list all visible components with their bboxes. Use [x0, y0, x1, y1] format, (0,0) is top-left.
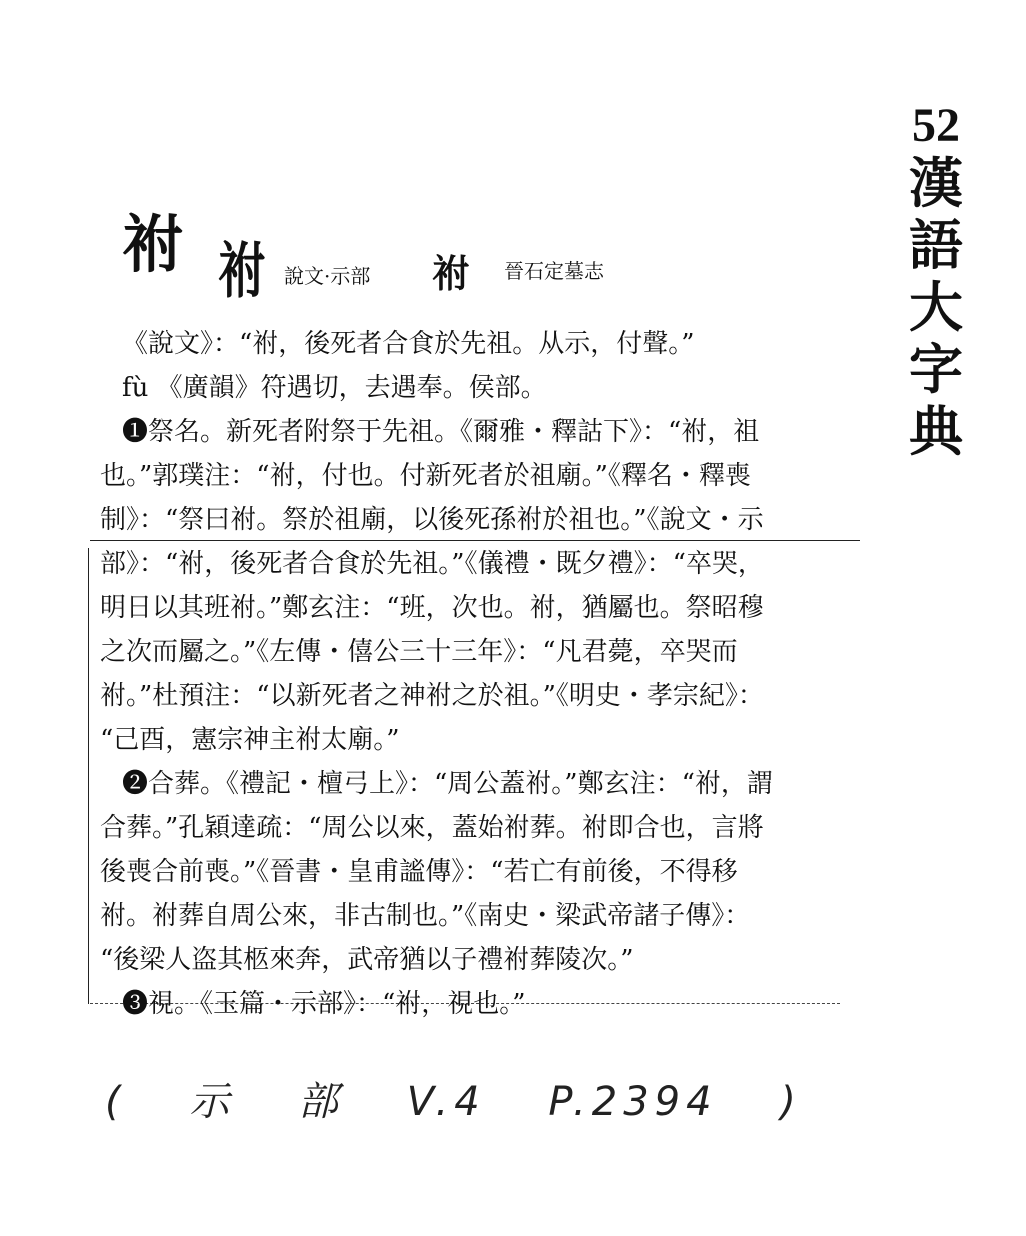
title-char: 漢	[909, 151, 963, 215]
text-line: 也。”郭璞注：“祔，付也。付新死者於祖廟。”《釋名・釋喪	[100, 461, 751, 491]
text-line: ❸視。《玉篇・示部》：“祔，視也。”	[122, 989, 526, 1019]
title-char: 字	[909, 337, 963, 401]
text-line: 後喪合前喪。”《晉書・皇甫謐傳》：“若亡有前後，不得移	[100, 857, 738, 887]
dictionary-title-vertical	[905, 100, 967, 462]
text-line: 祔。”杜預注：“以新死者之神祔之於祖。”《明史・孝宗紀》：	[100, 681, 764, 711]
note-bu: 部	[298, 1079, 345, 1125]
text-line: ❷合葬。《禮記・檀弓上》：“周公蓋祔。”鄭玄注：“祔，謂	[122, 769, 773, 799]
handwritten-note	[105, 1070, 846, 1127]
text-line: “己酉，憲宗神主祔太廟。”	[100, 725, 400, 755]
entry-body	[100, 322, 860, 1026]
text-line: fù 《廣韻》符遇切，去遇奉。侯部。	[122, 373, 547, 403]
text-line: 制》：“祭曰祔。祭於祖廟，以後死孫祔於祖也。”《說文・示	[100, 505, 764, 535]
variant-source-label: 晉石定墓志	[504, 259, 604, 283]
text-line: ❶祭名。新死者附祭于先祖。《爾雅・釋詁下》：“祔，祖	[122, 417, 760, 447]
note-open-paren: (	[105, 1079, 127, 1125]
variant-char: 祔	[432, 252, 471, 296]
title-char: 語	[909, 213, 963, 277]
seal-source-label: 說文·示部	[284, 264, 371, 288]
text-line: 明日以其班祔。”鄭玄注：“班，次也。祔，猶屬也。祭昭穆	[100, 593, 764, 623]
text-line: 之次而屬之。”《左傳・僖公三十三年》：“凡君薨，卒哭而	[100, 637, 738, 667]
note-volume: V.4	[406, 1079, 486, 1125]
title-char: 典	[909, 399, 963, 463]
note-close-paren: )	[780, 1079, 802, 1125]
margin-line	[88, 548, 89, 1004]
text-line: 部》：“祔，後死者合食於先祖。”《儀禮・既夕禮》：“卒哭，	[100, 549, 764, 579]
title-char: 大	[909, 275, 963, 339]
text-line: “後梁人盗其柩來奔，武帝猶以子禮祔葬陵次。”	[100, 945, 634, 975]
text-line: 合葬。”孔穎達疏：“周公以來，蓋始祔葬。祔即合也，言將	[100, 813, 764, 843]
note-page: P.2394	[548, 1079, 718, 1125]
note-radical: 示	[189, 1079, 236, 1125]
text-line: 《說文》：“祔，後死者合食於先祖。从示，付聲。”	[122, 329, 695, 359]
seal-script-char: 祔	[218, 237, 266, 307]
text-line: 祔。祔葬自周公來，非古制也。”《南史・梁武帝諸子傳》：	[100, 901, 751, 931]
headword-char: 祔	[122, 208, 185, 281]
page-number: 52	[912, 99, 960, 152]
